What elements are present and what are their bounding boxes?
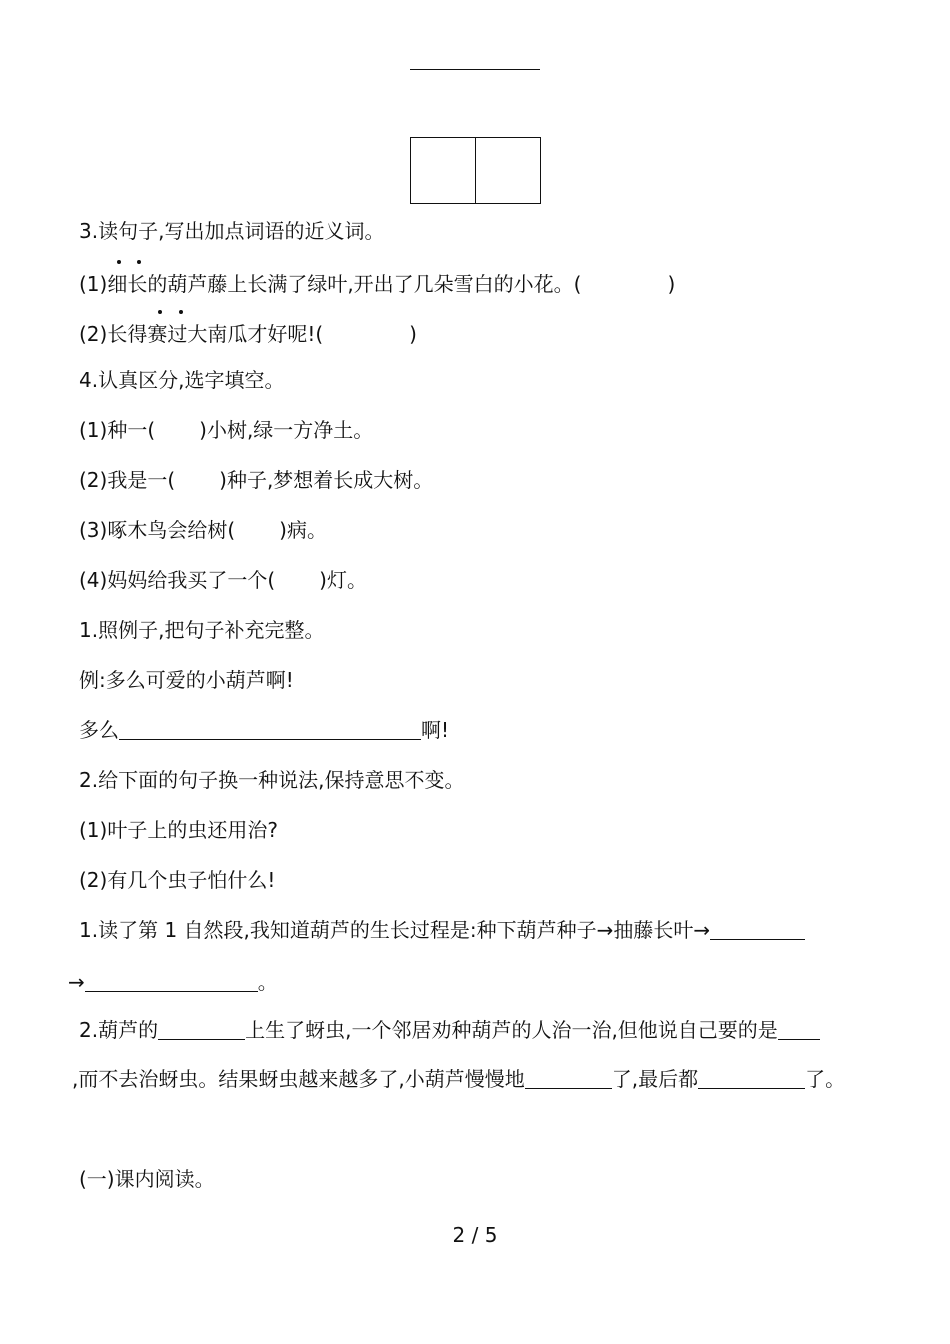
q3-sentence-1 bbox=[79, 272, 675, 296]
p1-fill-line bbox=[79, 718, 449, 742]
q4-s4-post: )灯。 bbox=[319, 568, 367, 592]
p2-sentence-2: (2)有几个虫子怕什么! bbox=[79, 868, 276, 892]
p2-sentence-1: (1)叶子上的虫还用治? bbox=[79, 818, 278, 842]
q3-s2-close: ) bbox=[409, 322, 417, 346]
q4-sentence-2 bbox=[79, 468, 433, 492]
r1-line-1 bbox=[79, 918, 805, 942]
r1-blank-2[interactable] bbox=[85, 971, 258, 992]
r2-blank-3[interactable] bbox=[525, 1068, 612, 1089]
q4-s4-pre: (4)妈妈给我买了一个( bbox=[79, 568, 276, 592]
p1-fill-post: 啊! bbox=[421, 718, 450, 742]
r2-line-2 bbox=[72, 1067, 845, 1091]
q4-sentence-3 bbox=[79, 518, 327, 542]
q4-s3-pre: (3)啄木鸟会给树( bbox=[79, 518, 236, 542]
q4-s3-post: )病。 bbox=[279, 518, 327, 542]
character-box-divider bbox=[475, 138, 476, 203]
emphasis-dot bbox=[158, 310, 162, 314]
emphasis-dot bbox=[179, 310, 183, 314]
q4-s2-pre: (2)我是一( bbox=[79, 468, 176, 492]
r1-text: 1.读了第 1 自然段,我知道葫芦的生长过程是:种下葫芦种子→抽藤长叶→ bbox=[79, 918, 711, 942]
r2-blank-4[interactable] bbox=[698, 1068, 805, 1089]
r2-blank-2[interactable] bbox=[778, 1019, 820, 1040]
r2-part-d: 了,最后都 bbox=[611, 1067, 699, 1091]
q4-sentence-1 bbox=[79, 418, 373, 442]
emphasis-dot bbox=[137, 260, 141, 264]
q4-sentence-4 bbox=[79, 568, 367, 592]
r1-line-2 bbox=[68, 970, 278, 994]
page-number: 2 / 5 bbox=[452, 1223, 498, 1247]
q4-s1-pre: (1)种一( bbox=[79, 418, 156, 442]
r2-line-1 bbox=[79, 1018, 820, 1042]
q3-s1-text: (1)细长的葫芦藤上长满了绿叶,开出了几朵雪白的小花。( bbox=[79, 272, 582, 296]
q3-s2-text: (2)长得赛过大南瓜才好呢!( bbox=[79, 322, 324, 346]
p1-fill-pre: 多么 bbox=[79, 718, 119, 742]
r1-arrow: → bbox=[68, 970, 85, 994]
q3-sentence-2 bbox=[79, 322, 417, 346]
r2-part-e: 了。 bbox=[805, 1067, 846, 1091]
r1-blank-1[interactable] bbox=[710, 919, 805, 940]
p1-fill-blank[interactable] bbox=[119, 719, 421, 740]
q4-title: 4.认真区分,选字填空。 bbox=[79, 368, 285, 392]
q4-s2-post: )种子,梦想着长成大树。 bbox=[219, 468, 434, 492]
p1-example: 例:多么可爱的小葫芦啊! bbox=[79, 668, 294, 692]
q3-title: 3.读句子,写出加点词语的近义词。 bbox=[79, 219, 385, 243]
q3-s1-close: ) bbox=[667, 272, 676, 296]
r2-part-a: 2.葫芦的 bbox=[79, 1018, 159, 1042]
p2-title: 2.给下面的句子换一种说法,保持意思不变。 bbox=[79, 768, 465, 792]
r2-part-b: 上生了蚜虫,一个邻居劝种葫芦的人治一治,但他说自己要的是 bbox=[245, 1018, 778, 1042]
top-answer-line[interactable] bbox=[410, 69, 540, 70]
r2-part-c: ,而不去治蚜虫。结果蚜虫越来越多了,小葫芦慢慢地 bbox=[72, 1067, 525, 1091]
r2-blank-1[interactable] bbox=[158, 1019, 245, 1040]
p1-title: 1.照例子,把句子补充完整。 bbox=[79, 618, 325, 642]
section-title: (一)课内阅读。 bbox=[79, 1167, 215, 1191]
q4-s1-post: )小树,绿一方净土。 bbox=[199, 418, 374, 442]
emphasis-dot bbox=[117, 260, 121, 264]
character-box[interactable] bbox=[410, 137, 541, 204]
r1-end: 。 bbox=[257, 970, 278, 994]
